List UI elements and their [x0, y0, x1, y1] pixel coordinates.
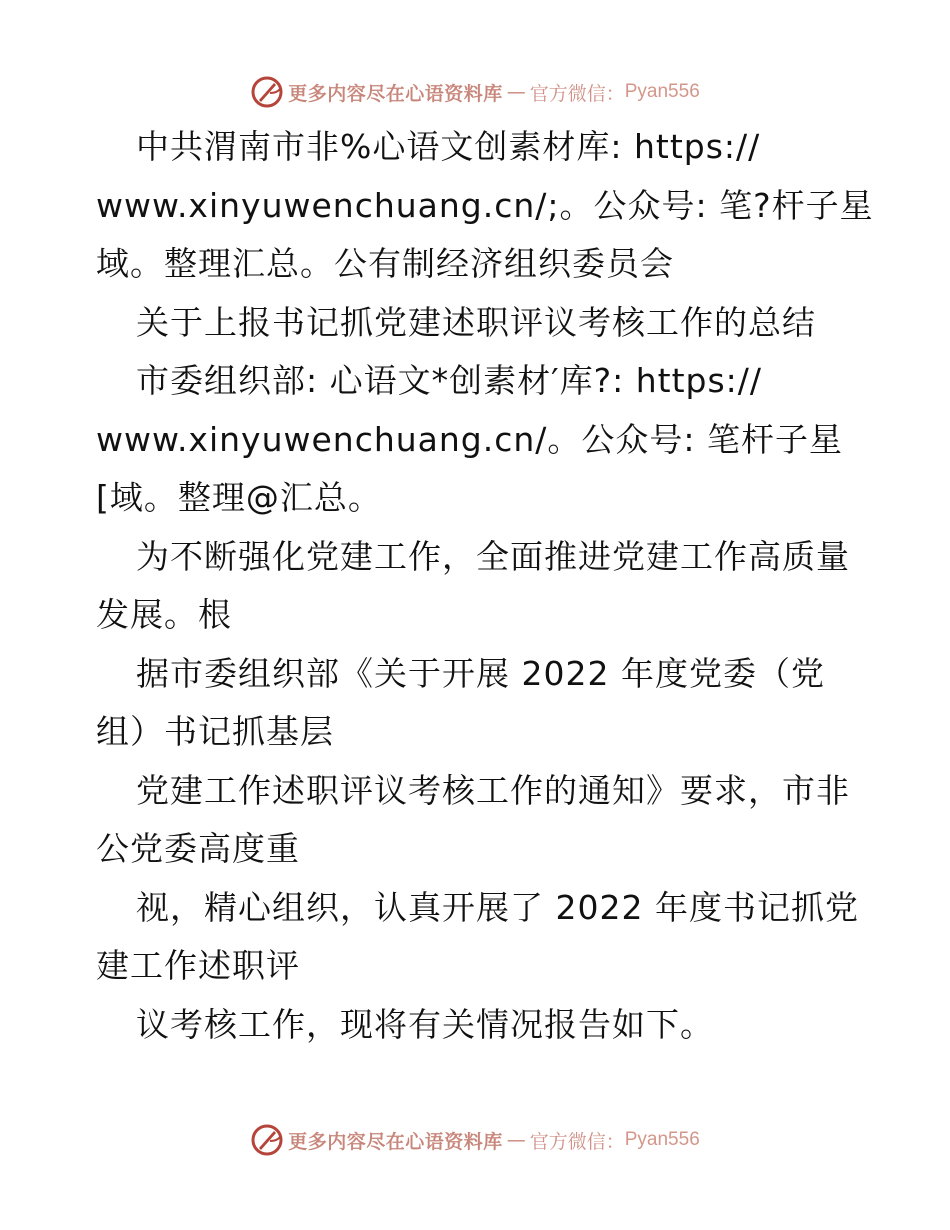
footer-wechat-label: 官方微信： [529, 1130, 625, 1153]
doc-line: [域。整理@汇总。 [96, 478, 382, 517]
quill-logo-icon [250, 75, 284, 109]
doc-line: 为不断强化党建工作，全面推进党建工作高质量 [136, 536, 850, 576]
header-wechat-label: 官方微信： [529, 82, 625, 105]
header-banner [0, 72, 950, 112]
doc-title: 关于上报书记抓党建述职评议考核工作的总结 [136, 302, 816, 342]
footer-wechat-id: Pyan556 [624, 1129, 700, 1150]
footer-banner [0, 1120, 950, 1160]
doc-line: www.xinyuwenchuang.cn/。公众号: 笔杆子星 [96, 419, 844, 459]
header-banner-text: 更多内容尽在心语资料库 [288, 82, 503, 105]
header-separator: — [506, 81, 526, 103]
quill-logo-icon [250, 1123, 284, 1157]
footer-banner-text: 更多内容尽在心语资料库 [288, 1130, 503, 1153]
doc-line: 议考核工作，现将有关情况报告如下。 [136, 1004, 714, 1044]
doc-line: 党建工作述职评议考核工作的通知》要求，市非 [136, 770, 850, 810]
footer-separator: — [506, 1129, 526, 1151]
doc-line: 建工作述职评 [96, 946, 300, 985]
doc-line: 中共渭南市非%心语文创素材库: https:// [136, 127, 761, 166]
doc-line: 市委组织部: 心语文*创素材′库?: https:// [136, 361, 763, 400]
doc-line: 据市委组织部《关于开展 2022 年度党委（党 [136, 653, 825, 693]
doc-line: 发展。根 [96, 595, 232, 634]
header-wechat-id: Pyan556 [624, 81, 700, 102]
document-body [96, 118, 874, 1054]
doc-line: 域。整理汇总。公有制经济组织委员会 [96, 244, 674, 283]
doc-line: 视，精心组织，认真开展了 2022 年度书记抓党 [136, 887, 859, 927]
doc-line: www.xinyuwenchuang.cn/;。公众号: 笔?杆子星 [96, 185, 874, 225]
doc-line: 公党委高度重 [96, 829, 300, 868]
doc-line: 组）书记抓基层 [96, 712, 334, 751]
